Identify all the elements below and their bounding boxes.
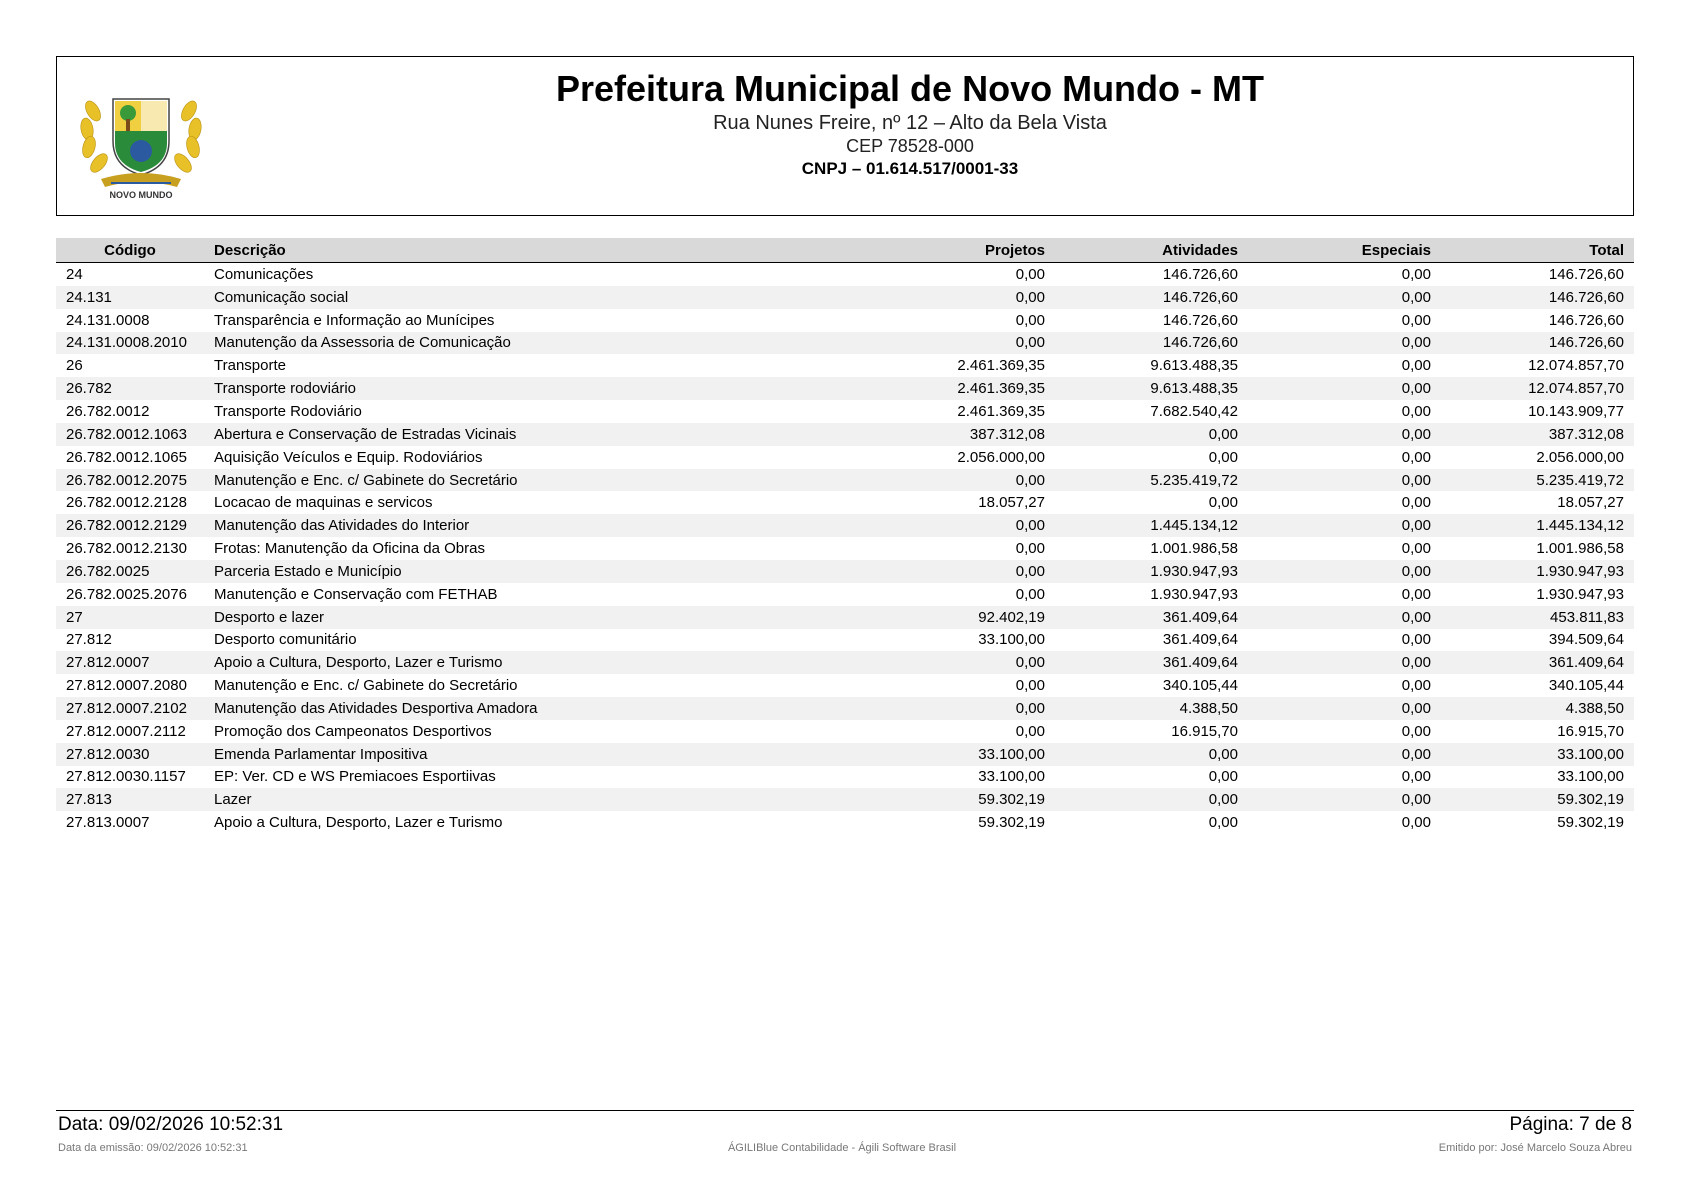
cell-activities: 0,00 bbox=[1055, 743, 1248, 766]
cell-code: 27.812.0007.2102 bbox=[56, 697, 204, 720]
cell-special: 0,00 bbox=[1401, 311, 1431, 329]
cell-projects: 0,00 bbox=[862, 651, 1055, 674]
cell-total: 387.312,08 bbox=[1441, 423, 1634, 446]
cell-activities: 4.388,50 bbox=[1055, 697, 1248, 720]
table-row bbox=[56, 286, 1634, 309]
table-row bbox=[56, 811, 1634, 834]
issued-by: Emitido por: José Marcelo Souza Abreu bbox=[1438, 1142, 1632, 1154]
cell-code: 26.782.0012.2129 bbox=[56, 514, 204, 537]
cell-special: 0,00 bbox=[1401, 448, 1431, 466]
cell-description: Emenda Parlamentar Impositiva bbox=[204, 743, 862, 766]
cell-special: 0,00 bbox=[1248, 332, 1441, 355]
cell-description: Transparência e Informação ao Munícipes bbox=[214, 311, 495, 329]
cell-total: 340.105,44 bbox=[1548, 677, 1624, 695]
cell-activities: 0,00 bbox=[1208, 448, 1238, 466]
cell-total: 2.056.000,00 bbox=[1536, 448, 1624, 466]
cell-special: 0,00 bbox=[1248, 697, 1441, 720]
cell-activities: 0,00 bbox=[1208, 768, 1238, 786]
cell-activities: 9.613.488,35 bbox=[1150, 357, 1238, 375]
cell-activities: 9.613.488,35 bbox=[1055, 377, 1248, 400]
cell-special: 0,00 bbox=[1248, 606, 1441, 629]
table-row bbox=[56, 766, 1634, 789]
table-row bbox=[56, 537, 1634, 560]
cell-code: 27.812.0007 bbox=[56, 651, 204, 674]
cell-description: Manutenção das Atividades do Interior bbox=[204, 514, 862, 537]
cell-description: Transporte Rodoviário bbox=[214, 402, 362, 420]
cell-code: 27.812.0030 bbox=[56, 743, 204, 766]
cell-projects: 92.402,19 bbox=[862, 606, 1055, 629]
table-row bbox=[56, 788, 1634, 811]
cell-description: Apoio a Cultura, Desporto, Lazer e Turismo bbox=[204, 651, 862, 674]
table-row bbox=[56, 697, 1634, 720]
table-body bbox=[56, 263, 1634, 835]
cell-description: Parceria Estado e Município bbox=[204, 560, 862, 583]
cell-code: 27.813 bbox=[56, 788, 204, 811]
cell-special: 0,00 bbox=[1401, 494, 1431, 512]
cell-total: 33.100,00 bbox=[1557, 768, 1624, 786]
cell-projects: 2.461.369,35 bbox=[862, 377, 1055, 400]
cell-special: 0,00 bbox=[1248, 788, 1441, 811]
table-row bbox=[56, 491, 1634, 514]
cell-special: 0,00 bbox=[1248, 560, 1441, 583]
cell-special: 0,00 bbox=[1401, 540, 1431, 558]
cell-projects: 2.461.369,35 bbox=[957, 357, 1045, 375]
cell-activities: 1.930.947,93 bbox=[1150, 585, 1238, 603]
cell-total: 33.100,00 bbox=[1441, 743, 1634, 766]
cell-special: 0,00 bbox=[1248, 423, 1441, 446]
cell-projects: 0,00 bbox=[862, 697, 1055, 720]
cell-projects: 0,00 bbox=[862, 469, 1055, 492]
cell-projects: 33.100,00 bbox=[978, 631, 1045, 649]
cell-description: Manutenção e Conservação com FETHAB bbox=[214, 585, 498, 603]
emission-date: Data da emissão: 09/02/2026 10:52:31 bbox=[58, 1142, 248, 1154]
table-header-row bbox=[56, 238, 1634, 263]
cell-total: 12.074.857,70 bbox=[1441, 377, 1634, 400]
cell-total: 1.445.134,12 bbox=[1441, 514, 1634, 537]
cell-special: 0,00 bbox=[1401, 677, 1431, 695]
table-row bbox=[56, 674, 1634, 697]
header-text bbox=[57, 65, 1633, 181]
cell-special: 0,00 bbox=[1401, 722, 1431, 740]
cell-total: 59.302,19 bbox=[1441, 788, 1634, 811]
cell-code: 27.812 bbox=[66, 631, 112, 649]
footer-divider bbox=[56, 1110, 1634, 1111]
cell-total: 146.726,60 bbox=[1441, 286, 1634, 309]
cell-description: Frotas: Manutenção da Oficina da Obras bbox=[214, 540, 485, 558]
cell-projects: 33.100,00 bbox=[978, 768, 1045, 786]
cell-special: 0,00 bbox=[1401, 585, 1431, 603]
cell-code: 26.782.0012.2128 bbox=[66, 494, 187, 512]
cell-total: 12.074.857,70 bbox=[1528, 357, 1624, 375]
cell-total: 1.930.947,93 bbox=[1536, 585, 1624, 603]
cell-projects: 2.461.369,35 bbox=[957, 402, 1045, 420]
cell-activities: 1.445.134,12 bbox=[1055, 514, 1248, 537]
cell-projects: 0,00 bbox=[862, 560, 1055, 583]
cell-activities: 340.105,44 bbox=[1162, 677, 1238, 695]
cell-special: 0,00 bbox=[1401, 768, 1431, 786]
table-row bbox=[56, 514, 1634, 537]
cell-total: 453.811,83 bbox=[1441, 606, 1634, 629]
cell-description: Comunicação social bbox=[204, 286, 862, 309]
cell-special: 0,00 bbox=[1248, 743, 1441, 766]
cell-activities: 16.915,70 bbox=[1171, 722, 1238, 740]
cell-description: Desporto e lazer bbox=[204, 606, 862, 629]
cell-activities: 7.682.540,42 bbox=[1150, 402, 1238, 420]
cell-projects: 0,00 bbox=[1015, 722, 1045, 740]
table-row bbox=[56, 606, 1634, 629]
column-header-activities: Atividades bbox=[1055, 238, 1248, 263]
cell-description: Transporte bbox=[214, 357, 286, 375]
cell-activities: 146.726,60 bbox=[1162, 311, 1238, 329]
cell-special: 0,00 bbox=[1248, 377, 1441, 400]
cell-special: 0,00 bbox=[1248, 651, 1441, 674]
cell-description: Desporto comunitário bbox=[214, 631, 357, 649]
cell-description: Manutenção da Assessoria de Comunicação bbox=[204, 332, 862, 355]
cell-description: Aquisição Veículos e Equip. Rodoviários bbox=[214, 448, 483, 466]
cell-special: 0,00 bbox=[1401, 631, 1431, 649]
cell-code: 26 bbox=[66, 357, 83, 375]
cell-projects: 0,00 bbox=[862, 514, 1055, 537]
cell-total: 59.302,19 bbox=[1557, 814, 1624, 832]
cell-total: 5.235.419,72 bbox=[1441, 469, 1634, 492]
table-row bbox=[56, 469, 1634, 492]
cell-activities: 361.409,64 bbox=[1055, 651, 1248, 674]
cell-description: Lazer bbox=[204, 788, 862, 811]
budget-table bbox=[56, 238, 1634, 834]
cell-activities: 0,00 bbox=[1208, 814, 1238, 832]
cell-projects: 0,00 bbox=[1015, 265, 1045, 283]
cell-code: 27 bbox=[56, 606, 204, 629]
table-row bbox=[56, 263, 1634, 286]
cell-code: 26.782.0025 bbox=[56, 560, 204, 583]
cell-activities: 1.001.986,58 bbox=[1150, 540, 1238, 558]
column-header-projects: Projetos bbox=[862, 238, 1055, 263]
cell-projects: 0,00 bbox=[862, 286, 1055, 309]
cell-projects: 0,00 bbox=[862, 332, 1055, 355]
cell-description: Transporte rodoviário bbox=[204, 377, 862, 400]
column-header-code: Código bbox=[56, 238, 204, 263]
cell-activities: 361.409,64 bbox=[1055, 606, 1248, 629]
cell-special: 0,00 bbox=[1401, 814, 1431, 832]
column-header-special: Especiais bbox=[1248, 238, 1441, 263]
table-row bbox=[56, 446, 1634, 469]
cell-total: 4.388,50 bbox=[1441, 697, 1634, 720]
svg-text:NOVO MUNDO: NOVO MUNDO bbox=[109, 190, 173, 200]
cell-total: 18.057,27 bbox=[1557, 494, 1624, 512]
page-number: Página: 7 de 8 bbox=[1509, 1114, 1632, 1135]
cell-description: Apoio a Cultura, Desporto, Lazer e Turismo bbox=[214, 814, 503, 832]
cell-code: 26.782.0012.1065 bbox=[66, 448, 187, 466]
cell-code: 26.782.0012.2075 bbox=[56, 469, 204, 492]
table-row bbox=[56, 377, 1634, 400]
cell-special: 0,00 bbox=[1401, 357, 1431, 375]
table-row bbox=[56, 743, 1634, 766]
cell-total: 394.509,64 bbox=[1548, 631, 1624, 649]
cell-activities: 146.726,60 bbox=[1055, 286, 1248, 309]
cell-code: 26.782.0012 bbox=[66, 402, 150, 420]
cell-total: 1.930.947,93 bbox=[1441, 560, 1634, 583]
cell-code: 24.131.0008.2010 bbox=[56, 332, 204, 355]
cell-projects: 0,00 bbox=[1015, 540, 1045, 558]
cell-code: 26.782.0012.2130 bbox=[66, 540, 187, 558]
cell-total: 146.726,60 bbox=[1441, 332, 1634, 355]
cell-description: EP: Ver. CD e WS Premiacoes Esportiivas bbox=[214, 768, 496, 786]
cell-projects: 0,00 bbox=[1015, 585, 1045, 603]
cell-projects: 33.100,00 bbox=[862, 743, 1055, 766]
cell-special: 0,00 bbox=[1248, 469, 1441, 492]
cell-projects: 59.302,19 bbox=[978, 814, 1045, 832]
report-header bbox=[56, 56, 1634, 216]
cell-code: 26.782 bbox=[56, 377, 204, 400]
cell-special: 0,00 bbox=[1401, 265, 1431, 283]
table-row bbox=[56, 720, 1634, 743]
cell-code: 27.813.0007 bbox=[66, 814, 150, 832]
table-row bbox=[56, 583, 1634, 606]
software-credit: ÁGILIBlue Contabilidade - Ágili Software Brasil bbox=[727, 1142, 957, 1154]
cell-code: 27.812.0007.2112 bbox=[66, 722, 186, 740]
page-title: Prefeitura Municipal de Novo Mundo - MT bbox=[555, 68, 1264, 109]
cell-code: 26.782.0025.2076 bbox=[66, 585, 187, 603]
cell-projects: 0,00 bbox=[1015, 677, 1045, 695]
cell-special: 0,00 bbox=[1401, 402, 1431, 420]
cell-projects: 387.312,08 bbox=[862, 423, 1055, 446]
cell-activities: 0,00 bbox=[1055, 423, 1248, 446]
table-row bbox=[56, 400, 1634, 423]
cell-activities: 361.409,64 bbox=[1162, 631, 1238, 649]
column-header-total: Total bbox=[1441, 238, 1634, 263]
cell-code: 27.812.0030.1157 bbox=[66, 768, 186, 786]
cell-total: 361.409,64 bbox=[1441, 651, 1634, 674]
cell-description: Abertura e Conservação de Estradas Vicinais bbox=[204, 423, 862, 446]
cell-total: 10.143.909,77 bbox=[1528, 402, 1624, 420]
cell-description: Promoção dos Campeonatos Desportivos bbox=[214, 722, 492, 740]
cell-projects: 18.057,27 bbox=[978, 494, 1045, 512]
cell-description: Manutenção e Enc. c/ Gabinete do Secretário bbox=[204, 469, 862, 492]
address: Rua Nunes Freire, nº 12 – Alto da Bela Vista bbox=[713, 112, 1107, 134]
cell-code: 24.131 bbox=[56, 286, 204, 309]
cell-special: 0,00 bbox=[1248, 514, 1441, 537]
cell-projects: 2.056.000,00 bbox=[957, 448, 1045, 466]
cell-code: 24 bbox=[66, 265, 83, 283]
cell-code: 24.131.0008 bbox=[66, 311, 150, 329]
cell-activities: 0,00 bbox=[1055, 788, 1248, 811]
column-header-description: Descrição bbox=[204, 238, 862, 263]
table-row bbox=[56, 332, 1634, 355]
cell-total: 16.915,70 bbox=[1557, 722, 1624, 740]
table-row bbox=[56, 309, 1634, 332]
postal-code: CEP 78528-000 bbox=[846, 136, 974, 156]
cell-description: Locacao de maquinas e servicos bbox=[214, 494, 433, 512]
tax-id: CNPJ – 01.614.517/0001-33 bbox=[801, 159, 1019, 178]
cell-code: 26.782.0012.1063 bbox=[56, 423, 204, 446]
table-row bbox=[56, 651, 1634, 674]
cell-special: 0,00 bbox=[1248, 286, 1441, 309]
cell-description: Comunicações bbox=[214, 265, 314, 283]
cell-code: 27.812.0007.2080 bbox=[66, 677, 187, 695]
cell-projects: 59.302,19 bbox=[862, 788, 1055, 811]
cell-total: 146.726,60 bbox=[1548, 265, 1624, 283]
cell-projects: 0,00 bbox=[1015, 311, 1045, 329]
cell-activities: 146.726,60 bbox=[1055, 332, 1248, 355]
table-row bbox=[56, 354, 1634, 377]
cell-activities: 146.726,60 bbox=[1162, 265, 1238, 283]
cell-activities: 1.930.947,93 bbox=[1055, 560, 1248, 583]
table-row bbox=[56, 560, 1634, 583]
cell-activities: 5.235.419,72 bbox=[1055, 469, 1248, 492]
cell-total: 1.001.986,58 bbox=[1536, 540, 1624, 558]
table-row bbox=[56, 423, 1634, 446]
cell-total: 146.726,60 bbox=[1548, 311, 1624, 329]
cell-description: Manutenção e Enc. c/ Gabinete do Secretário bbox=[214, 677, 518, 695]
table-row bbox=[56, 629, 1634, 652]
footer-date: Data: 09/02/2026 10:52:31 bbox=[58, 1114, 284, 1135]
cell-activities: 0,00 bbox=[1208, 494, 1238, 512]
cell-description: Manutenção das Atividades Desportiva Amadora bbox=[204, 697, 862, 720]
